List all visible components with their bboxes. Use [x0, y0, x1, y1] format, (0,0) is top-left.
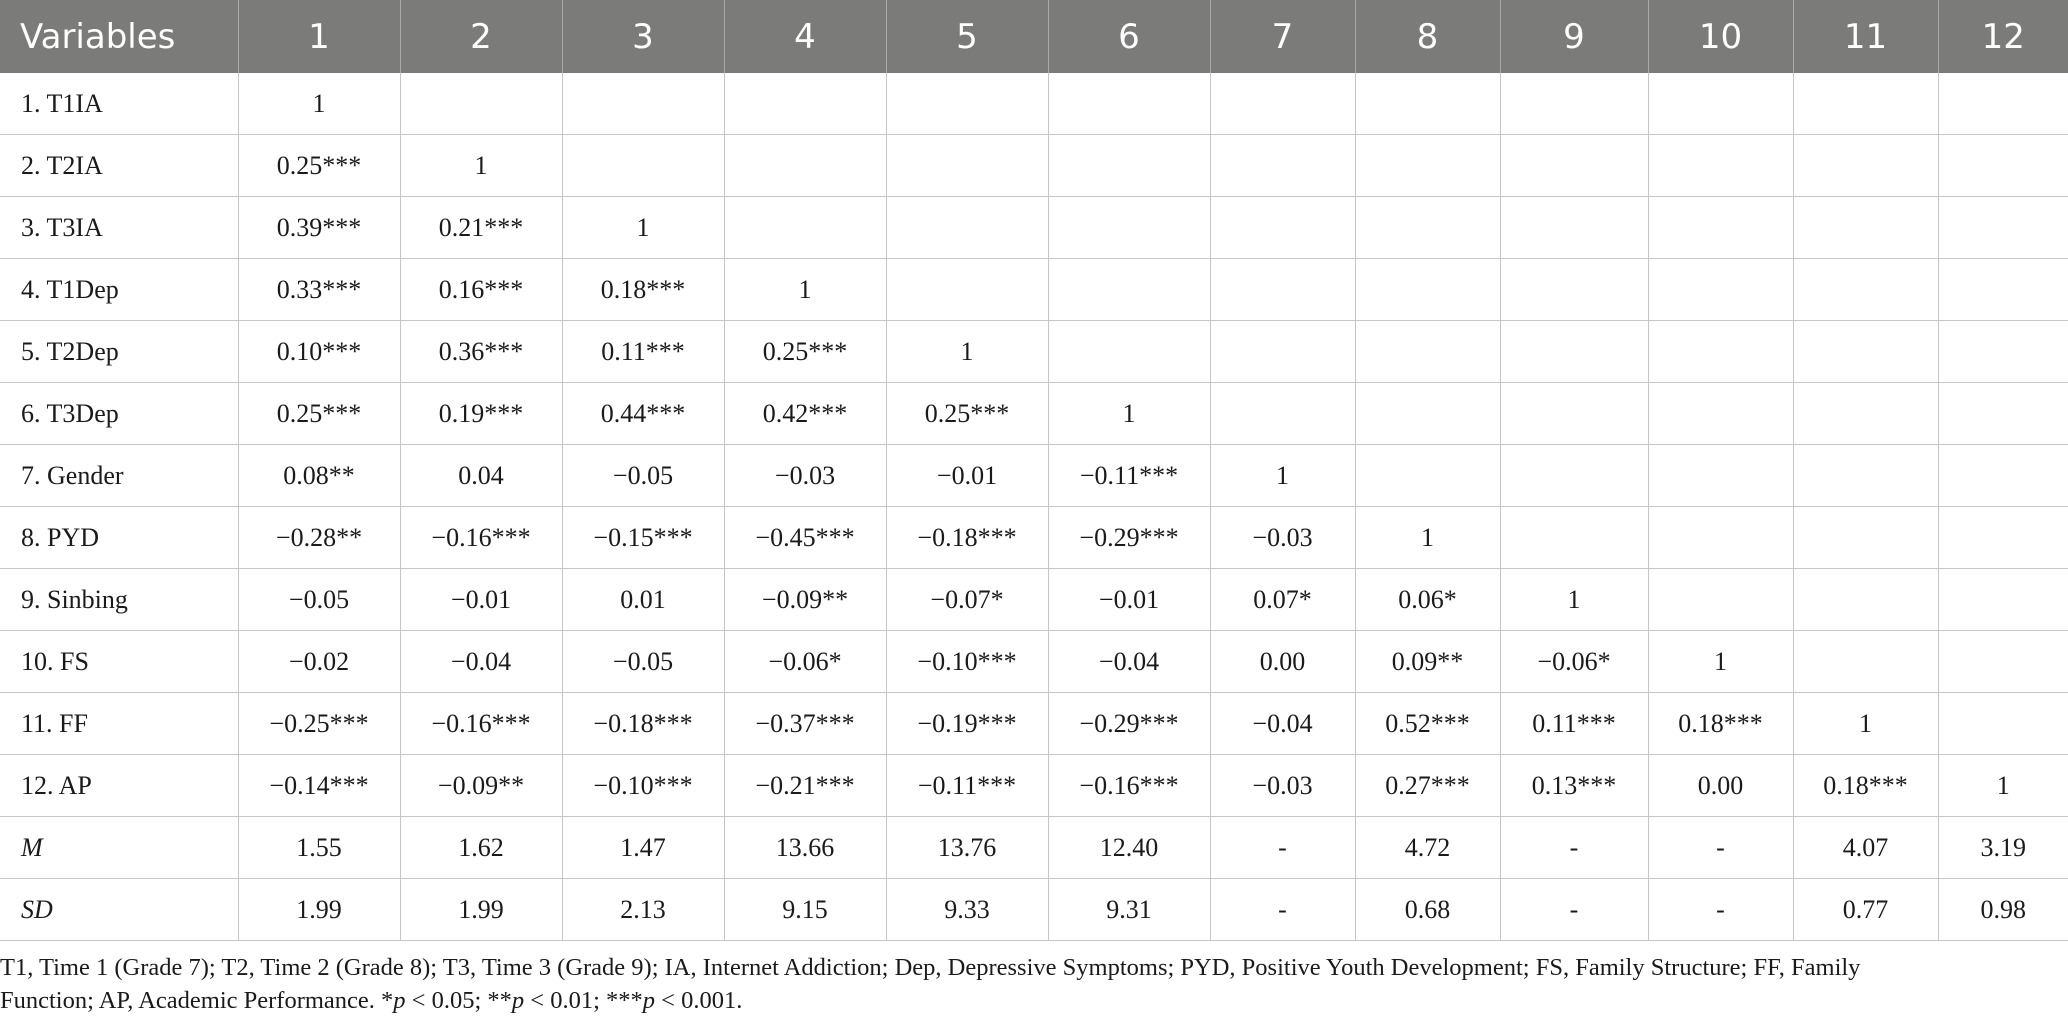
- table-cell: [1355, 135, 1500, 197]
- table-row: [0, 135, 2068, 197]
- row-label: 10. FS: [0, 631, 238, 693]
- table-cell: 1: [562, 197, 724, 259]
- table-cell: -: [1500, 817, 1648, 879]
- column-header-2: 2: [400, 0, 562, 73]
- row-label: M: [0, 817, 238, 879]
- row-label: 9. Sinbing: [0, 569, 238, 631]
- table-cell: [1793, 445, 1938, 507]
- table-cell: 1.47: [562, 817, 724, 879]
- column-header-variables: Variables: [0, 0, 238, 73]
- row-label: 3. T3IA: [0, 197, 238, 259]
- table-cell: [1500, 383, 1648, 445]
- table-cell: 0.25***: [238, 383, 400, 445]
- row-label: 5. T2Dep: [0, 321, 238, 383]
- table-cell: [1210, 197, 1355, 259]
- column-header-5: 5: [886, 0, 1048, 73]
- table-cell: [1938, 383, 2068, 445]
- column-header-11: 11: [1793, 0, 1938, 73]
- table-cell: 2.13: [562, 879, 724, 941]
- table-cell: [1938, 259, 2068, 321]
- table-cell: [1648, 383, 1793, 445]
- footnote-threshold-1: < 0.05; **: [405, 987, 512, 1014]
- table-cell: −0.11***: [1048, 445, 1210, 507]
- footnote-p-symbol: p: [511, 987, 525, 1014]
- table-cell: [1048, 259, 1210, 321]
- column-header-8: 8: [1355, 0, 1500, 73]
- table-row: [0, 321, 2068, 383]
- table-row: [0, 569, 2068, 631]
- table-row: [0, 259, 2068, 321]
- table-cell: 0.07*: [1210, 569, 1355, 631]
- table-cell: [1648, 321, 1793, 383]
- table-cell: −0.16***: [1048, 755, 1210, 817]
- table-cell: 0.01: [562, 569, 724, 631]
- table-cell: [724, 73, 886, 135]
- table-cell: −0.28**: [238, 507, 400, 569]
- table-cell: [1048, 135, 1210, 197]
- table-cell: [1648, 569, 1793, 631]
- table-cell: −0.29***: [1048, 693, 1210, 755]
- table-cell: −0.01: [886, 445, 1048, 507]
- table-cell: -: [1500, 879, 1648, 941]
- row-label: 12. AP: [0, 755, 238, 817]
- table-cell: −0.02: [238, 631, 400, 693]
- table-cell: [1938, 135, 2068, 197]
- table-cell: −0.11***: [886, 755, 1048, 817]
- table-cell: [1355, 197, 1500, 259]
- table-cell: [1210, 135, 1355, 197]
- table-row: [0, 693, 2068, 755]
- table-cell: 0.27***: [1355, 755, 1500, 817]
- table-cell: 0.36***: [400, 321, 562, 383]
- table-cell: [1500, 507, 1648, 569]
- table-cell: 1.99: [238, 879, 400, 941]
- table-cell: [1793, 507, 1938, 569]
- column-header-7: 7: [1210, 0, 1355, 73]
- table-cell: [1793, 631, 1938, 693]
- table-cell: 1: [1500, 569, 1648, 631]
- table-cell: 0.18***: [1648, 693, 1793, 755]
- table-cell: [1793, 383, 1938, 445]
- table-cell: [1355, 73, 1500, 135]
- table-cell: −0.06*: [1500, 631, 1648, 693]
- table-cell: [886, 259, 1048, 321]
- table-cell: [1648, 507, 1793, 569]
- table-cell: 9.33: [886, 879, 1048, 941]
- table-cell: 0.42***: [724, 383, 886, 445]
- table-cell: 0.44***: [562, 383, 724, 445]
- table-cell: −0.37***: [724, 693, 886, 755]
- table-cell: 1: [1938, 755, 2068, 817]
- table-cell: [1938, 631, 2068, 693]
- row-label: 6. T3Dep: [0, 383, 238, 445]
- table-cell: 1: [1793, 693, 1938, 755]
- table-cell: -: [1648, 817, 1793, 879]
- table-cell: 0.11***: [1500, 693, 1648, 755]
- footnote-line-2-prefix: Function; AP, Academic Performance. *: [0, 987, 394, 1014]
- table-cell: [1500, 135, 1648, 197]
- table-cell: −0.01: [1048, 569, 1210, 631]
- footnote-threshold-2: < 0.01; ***: [524, 987, 643, 1014]
- table-cell: 1.55: [238, 817, 400, 879]
- table-cell: 0.25***: [724, 321, 886, 383]
- column-header-1: 1: [238, 0, 400, 73]
- table-cell: 0.33***: [238, 259, 400, 321]
- row-label: 1. T1IA: [0, 73, 238, 135]
- table-cell: −0.18***: [562, 693, 724, 755]
- footnote-threshold-3: < 0.001.: [655, 987, 743, 1014]
- table-cell: [1648, 259, 1793, 321]
- table-cell: [886, 135, 1048, 197]
- table-cell: [1210, 259, 1355, 321]
- table-cell: 0.00: [1648, 755, 1793, 817]
- table-cell: [724, 197, 886, 259]
- table-cell: [1355, 445, 1500, 507]
- table-cell: 0.00: [1210, 631, 1355, 693]
- table-cell: −0.19***: [886, 693, 1048, 755]
- row-label: 11. FF: [0, 693, 238, 755]
- table-cell: 0.10***: [238, 321, 400, 383]
- table-cell: 0.09**: [1355, 631, 1500, 693]
- table-cell: -: [1648, 879, 1793, 941]
- table-cell: [1048, 321, 1210, 383]
- table-cell: −0.05: [238, 569, 400, 631]
- footnote-line-1: T1, Time 1 (Grade 7); T2, Time 2 (Grade 8); T3, Time 3 (Grade 9); IA, Internet Addiction; Dep, Depressive Symptoms; PYD, Positive Youth Development; FS, Family Structure; FF, Family: [0, 954, 1861, 981]
- table-cell: [1793, 73, 1938, 135]
- table-row: [0, 197, 2068, 259]
- table-cell: [1355, 383, 1500, 445]
- table-cell: [1210, 73, 1355, 135]
- table-cell: −0.06*: [724, 631, 886, 693]
- table-cell: 1: [1355, 507, 1500, 569]
- table-cell: 0.77: [1793, 879, 1938, 941]
- table-cell: −0.09**: [724, 569, 886, 631]
- table-cell: 13.76: [886, 817, 1048, 879]
- table-cell: 0.13***: [1500, 755, 1648, 817]
- row-label: 4. T1Dep: [0, 259, 238, 321]
- table-cell: −0.03: [1210, 507, 1355, 569]
- table-header-row: [0, 0, 2068, 73]
- table-cell: −0.16***: [400, 693, 562, 755]
- table-cell: [886, 73, 1048, 135]
- table-cell: −0.14***: [238, 755, 400, 817]
- table-cell: [1938, 197, 2068, 259]
- column-header-6: 6: [1048, 0, 1210, 73]
- table-cell: 4.72: [1355, 817, 1500, 879]
- table-cell: 4.07: [1793, 817, 1938, 879]
- table-cell: 0.06*: [1355, 569, 1500, 631]
- table-cell: −0.16***: [400, 507, 562, 569]
- table-body: [0, 73, 2068, 941]
- table-cell: 0.68: [1355, 879, 1500, 941]
- table-row: [0, 73, 2068, 135]
- row-label: SD: [0, 879, 238, 941]
- table-cell: −0.05: [562, 445, 724, 507]
- table-cell: [1500, 259, 1648, 321]
- table-cell: −0.04: [1210, 693, 1355, 755]
- table-cell: [724, 135, 886, 197]
- table-cell: 0.98: [1938, 879, 2068, 941]
- table-cell: 1: [1648, 631, 1793, 693]
- table-cell: [562, 135, 724, 197]
- table-row: [0, 631, 2068, 693]
- table-cell: 1.99: [400, 879, 562, 941]
- footnote-p-symbol: p: [393, 987, 406, 1014]
- table-cell: [1048, 197, 1210, 259]
- footnote-p-symbol: p: [642, 987, 656, 1014]
- table-cell: [1648, 197, 1793, 259]
- table-cell: [1938, 73, 2068, 135]
- table-cell: [1500, 197, 1648, 259]
- table-cell: 13.66: [724, 817, 886, 879]
- table-cell: 0.19***: [400, 383, 562, 445]
- table-cell: 0.52***: [1355, 693, 1500, 755]
- table-cell: −0.45***: [724, 507, 886, 569]
- table-cell: 12.40: [1048, 817, 1210, 879]
- table-cell: [1355, 321, 1500, 383]
- table-cell: [1648, 135, 1793, 197]
- row-label: 2. T2IA: [0, 135, 238, 197]
- column-header-3: 3: [562, 0, 724, 73]
- row-label: 8. PYD: [0, 507, 238, 569]
- table-cell: −0.09**: [400, 755, 562, 817]
- table-cell: 1: [886, 321, 1048, 383]
- table-row: [0, 507, 2068, 569]
- table-cell: [1355, 259, 1500, 321]
- table-row: [0, 817, 2068, 879]
- table-cell: 1: [1048, 383, 1210, 445]
- table-row: [0, 383, 2068, 445]
- table-cell: [1500, 321, 1648, 383]
- table-cell: 1: [1210, 445, 1355, 507]
- table-cell: −0.03: [1210, 755, 1355, 817]
- row-label: 7. Gender: [0, 445, 238, 507]
- table-cell: 0.16***: [400, 259, 562, 321]
- table-cell: 3.19: [1938, 817, 2068, 879]
- table-row: [0, 445, 2068, 507]
- table-cell: [1793, 321, 1938, 383]
- table-cell: [562, 73, 724, 135]
- table-cell: 0.04: [400, 445, 562, 507]
- table-cell: 1: [238, 73, 400, 135]
- column-header-4: 4: [724, 0, 886, 73]
- table-cell: 0.25***: [886, 383, 1048, 445]
- table-cell: [1210, 383, 1355, 445]
- table-cell: −0.21***: [724, 755, 886, 817]
- table-cell: 0.18***: [562, 259, 724, 321]
- table-cell: [1648, 445, 1793, 507]
- table-cell: −0.10***: [562, 755, 724, 817]
- table-cell: [1938, 569, 2068, 631]
- table-cell: 0.08**: [238, 445, 400, 507]
- table-cell: [1938, 693, 2068, 755]
- table-cell: [1938, 507, 2068, 569]
- table-cell: −0.01: [400, 569, 562, 631]
- table-cell: [1500, 445, 1648, 507]
- table-cell: 0.18***: [1793, 755, 1938, 817]
- table-cell: −0.07*: [886, 569, 1048, 631]
- table-cell: −0.04: [400, 631, 562, 693]
- table-cell: [1793, 569, 1938, 631]
- table-cell: [1793, 197, 1938, 259]
- table-cell: −0.03: [724, 445, 886, 507]
- table-cell: 9.31: [1048, 879, 1210, 941]
- table-cell: 9.15: [724, 879, 886, 941]
- table-cell: [1500, 73, 1648, 135]
- table-cell: 0.39***: [238, 197, 400, 259]
- table-cell: 1.62: [400, 817, 562, 879]
- table-row: [0, 879, 2068, 941]
- column-header-10: 10: [1648, 0, 1793, 73]
- table-cell: −0.15***: [562, 507, 724, 569]
- table-cell: [1938, 445, 2068, 507]
- table-cell: −0.29***: [1048, 507, 1210, 569]
- table-cell: −0.18***: [886, 507, 1048, 569]
- table-footnote: [0, 951, 2050, 1017]
- table-cell: [1793, 135, 1938, 197]
- table-cell: [400, 73, 562, 135]
- table-row: [0, 755, 2068, 817]
- table-cell: −0.10***: [886, 631, 1048, 693]
- table-cell: 0.11***: [562, 321, 724, 383]
- table-cell: [1048, 73, 1210, 135]
- column-header-9: 9: [1500, 0, 1648, 73]
- table-cell: 1: [724, 259, 886, 321]
- table-cell: 0.21***: [400, 197, 562, 259]
- table-cell: -: [1210, 817, 1355, 879]
- table-cell: [1648, 73, 1793, 135]
- table-cell: −0.05: [562, 631, 724, 693]
- table-cell: [1210, 321, 1355, 383]
- table-cell: -: [1210, 879, 1355, 941]
- table-cell: [1938, 321, 2068, 383]
- table-cell: −0.25***: [238, 693, 400, 755]
- table-cell: 1: [400, 135, 562, 197]
- table-cell: [1793, 259, 1938, 321]
- table-cell: 0.25***: [238, 135, 400, 197]
- table-cell: −0.04: [1048, 631, 1210, 693]
- table-cell: [886, 197, 1048, 259]
- column-header-12: 12: [1938, 0, 2068, 73]
